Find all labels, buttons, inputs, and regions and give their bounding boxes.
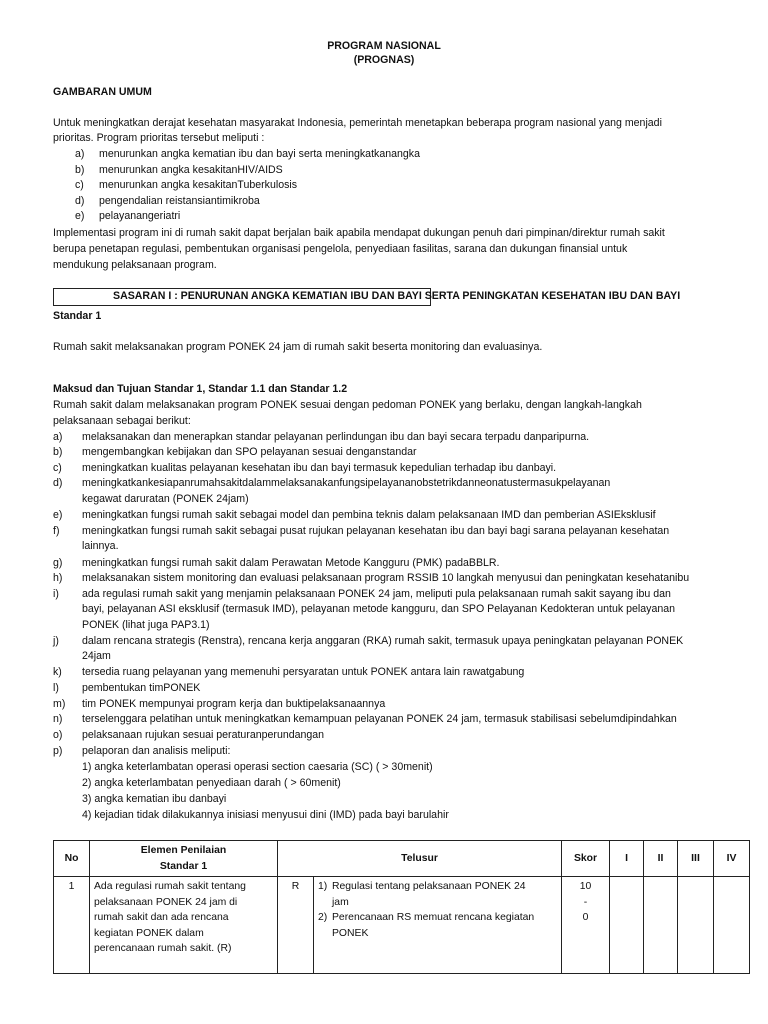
cell-code: R	[278, 877, 314, 974]
maksud-intro-line-2: pelaksanaan sebagai berikut:	[53, 415, 191, 427]
column-header-skor: Skor	[562, 841, 610, 877]
list-item: meningkatkan fungsi rumah sakit sebagai pusat rujukan pelayanan kesehatan ibu dan bayi bagi sarana pelayanan kesehatan	[82, 525, 670, 537]
telusur-item	[318, 879, 557, 910]
gambaran-intro-line-1: Untuk meningkatkan derajat kesehatan masyarakat Indonesia, pemerintah menetapkan beberapa program nasional yang menjadi	[53, 117, 662, 129]
list-item-label: p)	[53, 745, 63, 757]
list-item-label: c)	[53, 462, 62, 474]
list-item: meningkatkan kualitas pelayanan kesehatan ibu dan bayi termasuk kepedulian terhadap ibu danbayi.	[82, 462, 557, 474]
cell-skor	[562, 877, 610, 974]
gambaran-closing-line-3: mendukung pelaksanaan program.	[53, 259, 217, 271]
sasaran-banner: SASARAN I : PENURUNAN ANGKA KEMATIAN IBU DAN BAYI SERTA PENINGKATAN KESEHATAN IBU DAN BAYI	[113, 290, 681, 302]
telusur-item-line: Regulasi tentang pelaksanaan PONEK 24	[332, 881, 526, 892]
list-item-label: b)	[53, 446, 63, 458]
list-item: pelaksanaan rujukan sesuai peraturanperundangan	[82, 729, 325, 741]
telusur-item-line: jam	[332, 896, 349, 908]
list-item-label: l)	[53, 682, 59, 694]
list-item: menurunkan angka kematian ibu dan bayi serta meningkatkanangka	[99, 148, 420, 160]
list-item: tersedia ruang pelayanan yang memenuhi persyaratan untuk PONEK antara lain rawatgabung	[82, 666, 525, 678]
gambaran-heading: GAMBARAN UMUM	[53, 86, 152, 98]
gambaran-intro-line-2: prioritas. Program prioritas tersebut meliputi :	[53, 132, 265, 144]
column-header-iii: III	[678, 841, 714, 877]
list-item: pelayanangeriatri	[99, 210, 181, 222]
list-item: meningkatkankesiapanrumahsakitdalammelaksanakanfungsipelayananobstetrikdanneonatustermasukpelayanan	[82, 477, 611, 489]
cell-elemen	[90, 877, 278, 974]
list-item: mengembangkan kebijakan dan SPO pelayanan sesuai denganstandar	[82, 446, 417, 458]
telusur-item-line: Perencanaan RS memuat rencana kegiatan	[332, 912, 535, 923]
cell-i[interactable]	[610, 877, 644, 974]
column-header-no: No	[54, 841, 90, 877]
table-row	[54, 877, 750, 974]
telusur-item-number: 2)	[318, 912, 328, 923]
list-item-label: o)	[53, 729, 63, 741]
cell-elemen-line: kegiatan PONEK dalam	[94, 927, 204, 939]
list-item-label: a)	[53, 431, 63, 443]
column-header-i: I	[610, 841, 644, 877]
cell-elemen-line: pelaksanaan PONEK 24 jam di	[94, 896, 238, 908]
gambaran-closing-line-1: Implementasi program ini di rumah sakit dapat berjalan baik apabila mendapat dukungan penuh dari pimpinan/direktur rumah sakit	[53, 227, 665, 239]
list-item-label: e)	[75, 210, 85, 222]
telusur-item-line: PONEK	[332, 927, 369, 939]
skor-line: 0	[582, 912, 589, 923]
list-item-label: f)	[53, 525, 60, 537]
list-item-label: m)	[53, 698, 66, 710]
table-header-row	[54, 841, 750, 877]
sub-list-item: 1) angka keterlambatan operasi operasi section caesaria (SC) ( > 30menit)	[82, 761, 433, 773]
telusur-item-number: 1)	[318, 881, 328, 892]
list-item-continuation: lainnya.	[82, 540, 119, 552]
list-item-label: d)	[53, 477, 63, 489]
sub-list-item: 4) kejadian tidak dilakukannya inisiasi menyusui dini (IMD) pada bayi barulahir	[82, 809, 449, 821]
elemen-penilaian-table	[53, 840, 750, 974]
list-item: ada regulasi rumah sakit yang menjamin pelaksanaan PONEK 24 jam, meliputi pula pelaksanaan rumah sakit sayang ibu dan	[82, 588, 671, 600]
list-item-label: e)	[53, 509, 63, 521]
list-item-continuation: 24jam	[82, 650, 111, 662]
cell-elemen-line: perencanaan rumah sakit. (R)	[94, 943, 232, 954]
maksud-intro-line-1: Rumah sakit dalam melaksanakan program PONEK sesuai dengan pedoman PONEK yang berlaku, dengan langkah-langkah	[53, 399, 642, 411]
cell-iv[interactable]	[714, 877, 750, 974]
gambaran-closing-line-2: berupa penetapan regulasi, pembentukan organisasi pengelola, penyediaan fasilitas, sarana dan dukungan finansial untuk	[53, 243, 628, 255]
cell-elemen-line: Ada regulasi rumah sakit tentang	[94, 881, 246, 892]
list-item: melaksanakan sistem monitoring dan evaluasi pelaksanaan program RSSIB 10 langkah menyusui dan peningkatan kesehatanibu	[82, 572, 690, 584]
list-item: dalam rencana strategis (Renstra), rencana kerja anggaran (RKA) rumah sakit, termasuk upaya peningkatan pelayanan PONEK	[82, 635, 684, 647]
list-item-label: k)	[53, 666, 62, 678]
standar-text: Rumah sakit melaksanakan program PONEK 24 jam di rumah sakit beserta monitoring dan evaluasinya.	[53, 341, 543, 353]
maksud-heading: Maksud dan Tujuan Standar 1, Standar 1.1 dan Standar 1.2	[53, 383, 348, 395]
column-header-elemen-line-1: Elemen Penilaian	[140, 845, 227, 856]
list-item-label: n)	[53, 713, 63, 725]
column-header-elemen-line-2: Standar 1	[159, 860, 208, 872]
list-item-label: c)	[75, 179, 84, 191]
list-item-label: h)	[53, 572, 63, 584]
cell-telusur	[314, 877, 562, 974]
cell-no: 1	[54, 877, 90, 974]
document-subtitle: (PROGNAS)	[353, 54, 415, 66]
list-item: pembentukan timPONEK	[82, 682, 201, 694]
cell-ii[interactable]	[644, 877, 678, 974]
list-item-continuation: PONEK (lihat juga PAP3.1)	[82, 619, 210, 631]
list-item: melaksanakan dan menerapkan standar pelayanan perlindungan ibu dan bayi secara terpadu danparipurna.	[82, 431, 590, 443]
list-item: tim PONEK mempunyai program kerja dan buktipelaksanaannya	[82, 698, 386, 710]
list-item-label: d)	[75, 195, 85, 207]
list-item: terselenggara pelatihan untuk meningkatkan kemampuan pelayanan PONEK 24 jam, termasuk stabilisasi sebelumdipindahkan	[82, 713, 677, 725]
sub-list-item: 2) angka keterlambatan penyediaan darah ( > 60menit)	[82, 777, 341, 789]
document-title: PROGRAM NASIONAL	[327, 40, 441, 52]
list-item-label: a)	[75, 148, 85, 160]
list-item: menurunkan angka kesakitanHIV/AIDS	[99, 164, 283, 176]
cell-elemen-line: rumah sakit dan ada rencana	[94, 912, 229, 923]
standar-title: Standar 1	[53, 310, 102, 322]
list-item-label: b)	[75, 164, 85, 176]
list-item-continuation: kegawat daruratan (PONEK 24jam)	[82, 493, 249, 505]
column-header-elemen	[90, 841, 278, 877]
list-item: meningkatkan fungsi rumah sakit sebagai model dan pembina teknis dalam pelaksanaan IMD dan pemberian ASIEksklusif	[82, 509, 656, 521]
column-header-iv: IV	[714, 841, 750, 877]
skor-line: -	[583, 896, 588, 908]
telusur-item	[318, 910, 557, 941]
column-header-ii: II	[644, 841, 678, 877]
list-item: menurunkan angka kesakitanTuberkulosis	[99, 179, 298, 191]
list-item-label: g)	[53, 557, 63, 569]
sub-list-item: 3) angka kematian ibu danbayi	[82, 793, 227, 805]
list-item-label: i)	[53, 588, 59, 600]
list-item-label: j)	[53, 635, 59, 647]
cell-iii[interactable]	[678, 877, 714, 974]
list-item: pelaporan dan analisis meliputi:	[82, 745, 231, 757]
skor-line: 10	[579, 881, 592, 892]
list-item: pengendalian reistansiantimikroba	[99, 195, 260, 207]
column-header-telusur: Telusur	[278, 841, 562, 877]
list-item: meningkatkan fungsi rumah sakit dalam Perawatan Metode Kangguru (PMK) padaBBLR.	[82, 557, 500, 569]
list-item-continuation: bayi, pelayanan ASI eksklusif (termasuk IMD), pelayanan metode kangguru, dan SPO Pelayanan Kedokteran untuk pelayanan	[82, 603, 676, 615]
